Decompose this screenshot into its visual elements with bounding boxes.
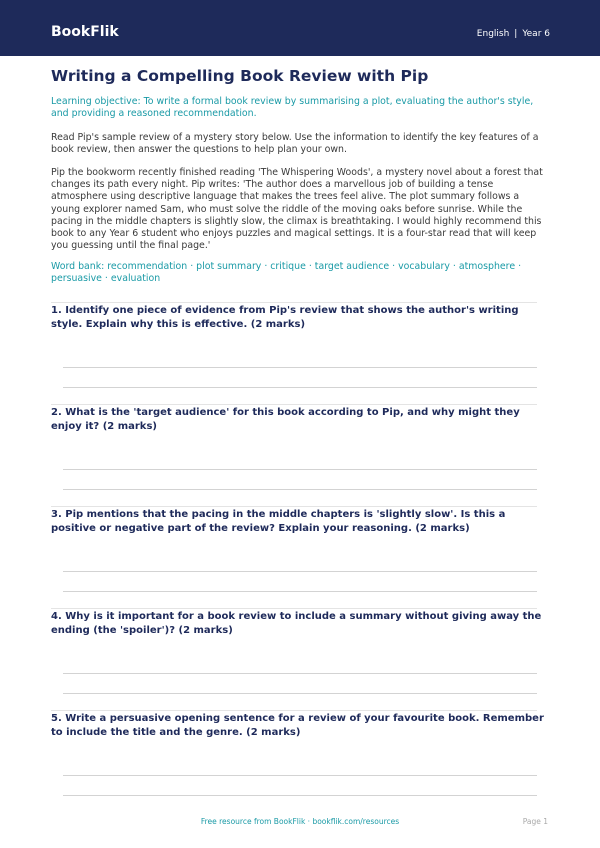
separator: | bbox=[514, 29, 518, 39]
answer-line[interactable] bbox=[63, 591, 537, 592]
question-divider bbox=[51, 710, 537, 711]
question-2: 2. What is the 'target audience' for this book according to Pip, and why might they enjoy it? (2 marks) bbox=[51, 407, 520, 432]
question-divider bbox=[51, 302, 537, 303]
answer-line[interactable] bbox=[63, 795, 537, 796]
answer-line[interactable] bbox=[63, 775, 537, 776]
answer-line[interactable] bbox=[63, 469, 537, 470]
brand-logo[interactable]: BookFlik bbox=[51, 24, 119, 40]
subject-year bbox=[477, 28, 550, 40]
answer-line[interactable] bbox=[63, 387, 537, 388]
worksheet-title: Writing a Compelling Book Review with Pip bbox=[51, 67, 429, 85]
question-divider bbox=[51, 608, 537, 609]
answer-line[interactable] bbox=[63, 693, 537, 694]
subject-label: English bbox=[476, 29, 510, 39]
sample-review: Pip the bookworm recently finished reading 'The Whispering Woods', a mystery novel about a forest that changes its path every night. Pip writes: 'The author does a marvellous job of building a tense atmosphere using descriptive language that makes the trees feel alive. The plot summary follows a young explorer named Sam, who must solve the riddle of the moving oaks before sunrise. While the pacing in the middle chapters is slightly slow, the climax is breathtaking. I would highly recommend this book to any Year 6 student who enjoys puzzles and magical settings. It is a four-star read that will keep you guessing until the final page.' bbox=[51, 167, 543, 252]
answer-line[interactable] bbox=[63, 489, 537, 490]
question-4: 4. Why is it important for a book review to include a summary without giving away the ending (the 'spoiler')? (2 marks) bbox=[51, 611, 542, 636]
year-label: Year 6 bbox=[522, 29, 550, 39]
learning-objective: Learning objective: To write a formal book review by summarising a plot, evaluating the author's style, and providing a reasoned recommendation. bbox=[51, 96, 534, 120]
answer-line[interactable] bbox=[63, 571, 537, 572]
page-number: Page 1 bbox=[522, 817, 548, 826]
question-3: 3. Pip mentions that the pacing in the middle chapters is 'slightly slow'. Is this a positive or negative part of the review? Explain your reasoning. (2 marks) bbox=[51, 509, 506, 534]
header-bar bbox=[0, 0, 600, 56]
footer-credit[interactable]: Free resource from BookFlik · bookflik.com/resources bbox=[200, 817, 400, 826]
instructions: Read Pip's sample review of a mystery story below. Use the information to identify the key features of a book review, then answer the questions to help plan your own. bbox=[51, 132, 539, 156]
answer-line[interactable] bbox=[63, 367, 537, 368]
question-5: 5. Write a persuasive opening sentence for a review of your favourite book. Remember to include the title and the genre. (2 marks) bbox=[51, 713, 544, 738]
answer-line[interactable] bbox=[63, 673, 537, 674]
question-divider bbox=[51, 404, 537, 405]
question-1: 1. Identify one piece of evidence from Pip's review that shows the author's writing style. Explain why this is effective. (2 marks) bbox=[51, 305, 519, 330]
question-divider bbox=[51, 506, 537, 507]
word-bank: Word bank: recommendation · plot summary · critique · target audience · vocabulary · atmosphere · persuasive · evaluation bbox=[51, 261, 522, 285]
